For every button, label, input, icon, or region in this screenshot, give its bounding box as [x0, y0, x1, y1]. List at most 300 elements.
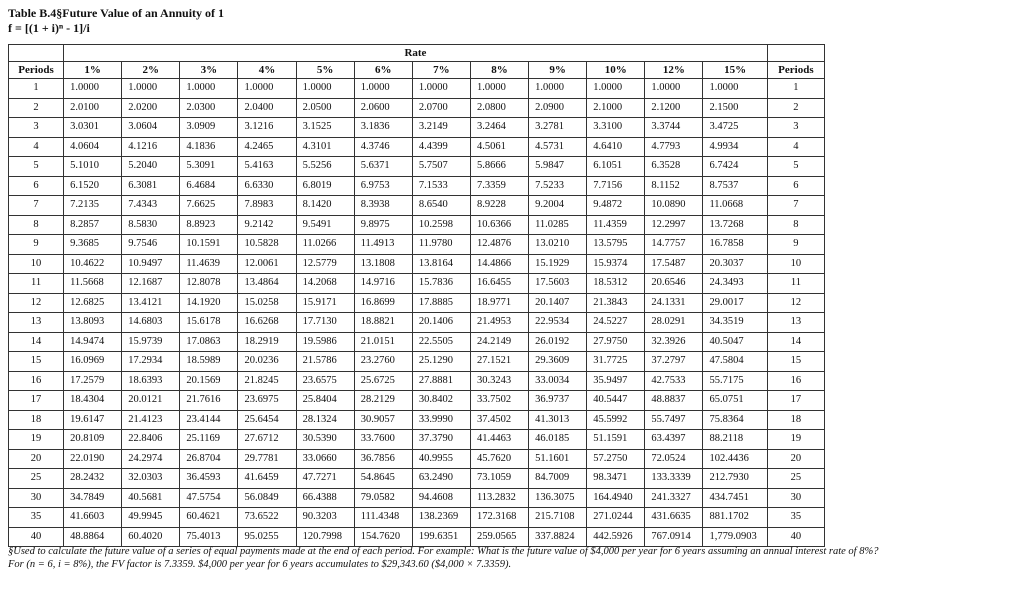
value-cell: 164.4940 [587, 488, 645, 508]
value-cell: 27.9750 [587, 332, 645, 352]
table-row [9, 469, 825, 489]
rate-header: Rate [64, 45, 768, 62]
value-cell: 41.4463 [470, 430, 528, 450]
value-cell: 45.7620 [470, 449, 528, 469]
value-cell: 5.6371 [354, 157, 412, 177]
value-cell: 215.7108 [529, 508, 587, 528]
value-cell: 55.7175 [703, 371, 767, 391]
value-cell: 3.3100 [587, 118, 645, 138]
value-cell: 84.7009 [529, 469, 587, 489]
value-cell: 442.5926 [587, 527, 645, 547]
value-cell: 3.0301 [64, 118, 122, 138]
table-row [9, 313, 825, 333]
value-cell: 12.6825 [64, 293, 122, 313]
value-cell: 28.2129 [354, 391, 412, 411]
period-cell-right: 8 [767, 215, 824, 235]
value-cell: 17.0863 [180, 332, 238, 352]
rate-column-header: 5% [296, 62, 354, 79]
value-cell: 7.2135 [64, 196, 122, 216]
value-cell: 2.0300 [180, 98, 238, 118]
value-cell: 48.8864 [64, 527, 122, 547]
value-cell: 20.6546 [645, 274, 703, 294]
value-cell: 1.0000 [412, 79, 470, 99]
value-cell: 13.0210 [529, 235, 587, 255]
table-row [9, 176, 825, 196]
period-cell: 5 [9, 157, 64, 177]
table-row [9, 79, 825, 99]
value-cell: 25.1169 [180, 430, 238, 450]
value-cell: 20.1569 [180, 371, 238, 391]
value-cell: 33.9990 [412, 410, 470, 430]
value-cell: 41.3013 [529, 410, 587, 430]
value-cell: 2.0500 [296, 98, 354, 118]
value-cell: 7.8983 [238, 196, 296, 216]
value-cell: 25.1290 [412, 352, 470, 372]
period-cell-right: 15 [767, 352, 824, 372]
value-cell: 14.7757 [645, 235, 703, 255]
value-cell: 33.0034 [529, 371, 587, 391]
value-cell: 1.0000 [296, 79, 354, 99]
value-cell: 1.0000 [64, 79, 122, 99]
value-cell: 72.0524 [645, 449, 703, 469]
value-cell: 6.3528 [645, 157, 703, 177]
value-cell: 10.0890 [645, 196, 703, 216]
value-cell: 7.3359 [470, 176, 528, 196]
value-cell: 6.4684 [180, 176, 238, 196]
value-cell: 138.2369 [412, 508, 470, 528]
period-cell-right: 1 [767, 79, 824, 99]
period-cell-right: 40 [767, 527, 824, 547]
table-row [9, 235, 825, 255]
value-cell: 4.5731 [529, 137, 587, 157]
period-cell: 17 [9, 391, 64, 411]
value-cell: 6.1051 [587, 157, 645, 177]
value-cell: 9.5491 [296, 215, 354, 235]
value-cell: 7.5233 [529, 176, 587, 196]
value-cell: 40.9955 [412, 449, 470, 469]
value-cell: 1.0000 [238, 79, 296, 99]
value-cell: 9.7546 [122, 235, 180, 255]
period-cell: 6 [9, 176, 64, 196]
value-cell: 13.4864 [238, 274, 296, 294]
value-cell: 24.2149 [470, 332, 528, 352]
value-cell: 102.4436 [703, 449, 767, 469]
value-cell: 94.4608 [412, 488, 470, 508]
value-cell: 4.4399 [412, 137, 470, 157]
value-cell: 23.2760 [354, 352, 412, 372]
value-cell: 20.1407 [529, 293, 587, 313]
value-cell: 8.1152 [645, 176, 703, 196]
value-cell: 15.9374 [587, 254, 645, 274]
value-cell: 90.3203 [296, 508, 354, 528]
value-cell: 14.2068 [296, 274, 354, 294]
value-cell: 18.5312 [587, 274, 645, 294]
value-cell: 28.1324 [296, 410, 354, 430]
value-cell: 5.1010 [64, 157, 122, 177]
period-cell-right: 5 [767, 157, 824, 177]
value-cell: 6.7424 [703, 157, 767, 177]
rate-column-header: 1% [64, 62, 122, 79]
period-cell: 3 [9, 118, 64, 138]
rate-column-header: 6% [354, 62, 412, 79]
formula: f = [(1 + i)ⁿ - 1]/i [8, 21, 90, 35]
value-cell: 56.0849 [238, 488, 296, 508]
value-cell: 21.3843 [587, 293, 645, 313]
value-cell: 1.0000 [703, 79, 767, 99]
value-cell: 15.1929 [529, 254, 587, 274]
value-cell: 2.0600 [354, 98, 412, 118]
value-cell: 199.6351 [412, 527, 470, 547]
value-cell: 4.7793 [645, 137, 703, 157]
value-cell: 42.7533 [645, 371, 703, 391]
value-cell: 10.6366 [470, 215, 528, 235]
value-cell: 11.0668 [703, 196, 767, 216]
value-cell: 6.6330 [238, 176, 296, 196]
value-cell: 45.5992 [587, 410, 645, 430]
value-cell: 10.5828 [238, 235, 296, 255]
value-cell: 25.6454 [238, 410, 296, 430]
period-cell: 25 [9, 469, 64, 489]
value-cell: 6.8019 [296, 176, 354, 196]
value-cell: 22.0190 [64, 449, 122, 469]
value-cell: 1.0000 [645, 79, 703, 99]
value-cell: 767.0914 [645, 527, 703, 547]
period-cell: 30 [9, 488, 64, 508]
value-cell: 15.7836 [412, 274, 470, 294]
value-cell: 47.5754 [180, 488, 238, 508]
value-cell: 60.4621 [180, 508, 238, 528]
value-cell: 4.3101 [296, 137, 354, 157]
value-cell: 63.2490 [412, 469, 470, 489]
value-cell: 18.5989 [180, 352, 238, 372]
value-cell: 12.0061 [238, 254, 296, 274]
table-row [9, 527, 825, 547]
value-cell: 23.6575 [296, 371, 354, 391]
period-cell: 12 [9, 293, 64, 313]
value-cell: 271.0244 [587, 508, 645, 528]
value-cell: 17.7130 [296, 313, 354, 333]
value-cell: 12.2997 [645, 215, 703, 235]
period-cell: 15 [9, 352, 64, 372]
value-cell: 2.1200 [645, 98, 703, 118]
value-cell: 24.2974 [122, 449, 180, 469]
period-cell: 18 [9, 410, 64, 430]
rate-column-header: 9% [529, 62, 587, 79]
value-cell: 7.6625 [180, 196, 238, 216]
value-cell: 95.0255 [238, 527, 296, 547]
period-cell-right: 35 [767, 508, 824, 528]
value-cell: 35.9497 [587, 371, 645, 391]
value-cell: 5.7507 [412, 157, 470, 177]
value-cell: 9.8975 [354, 215, 412, 235]
value-cell: 40.5047 [703, 332, 767, 352]
value-cell: 32.0303 [122, 469, 180, 489]
period-cell-right: 7 [767, 196, 824, 216]
value-cell: 11.4359 [587, 215, 645, 235]
period-cell: 8 [9, 215, 64, 235]
value-cell: 10.4622 [64, 254, 122, 274]
value-cell: 27.6712 [238, 430, 296, 450]
table-row [9, 274, 825, 294]
value-cell: 15.0258 [238, 293, 296, 313]
value-cell: 26.0192 [529, 332, 587, 352]
value-cell: 8.6540 [412, 196, 470, 216]
value-cell: 2.1000 [587, 98, 645, 118]
value-cell: 14.6803 [122, 313, 180, 333]
value-cell: 14.9716 [354, 274, 412, 294]
value-cell: 13.8164 [412, 254, 470, 274]
table-row [9, 430, 825, 450]
value-cell: 36.4593 [180, 469, 238, 489]
value-cell: 9.3685 [64, 235, 122, 255]
value-cell: 881.1702 [703, 508, 767, 528]
value-cell: 13.5795 [587, 235, 645, 255]
table-row [9, 254, 825, 274]
value-cell: 1.0000 [587, 79, 645, 99]
value-cell: 14.9474 [64, 332, 122, 352]
period-cell: 11 [9, 274, 64, 294]
value-cell: 6.9753 [354, 176, 412, 196]
value-cell: 7.1533 [412, 176, 470, 196]
table-body [9, 79, 825, 547]
period-cell-right: 12 [767, 293, 824, 313]
value-cell: 79.0582 [354, 488, 412, 508]
value-cell: 111.4348 [354, 508, 412, 528]
value-cell: 8.8923 [180, 215, 238, 235]
value-cell: 65.0751 [703, 391, 767, 411]
value-cell: 259.0565 [470, 527, 528, 547]
value-cell: 21.7616 [180, 391, 238, 411]
period-cell-right: 13 [767, 313, 824, 333]
value-cell: 16.7858 [703, 235, 767, 255]
value-cell: 8.3938 [354, 196, 412, 216]
value-cell: 24.5227 [587, 313, 645, 333]
value-cell: 28.0291 [645, 313, 703, 333]
value-cell: 20.0236 [238, 352, 296, 372]
value-cell: 8.1420 [296, 196, 354, 216]
value-cell: 2.0200 [122, 98, 180, 118]
value-cell: 431.6635 [645, 508, 703, 528]
value-cell: 27.8881 [412, 371, 470, 391]
table-row [9, 410, 825, 430]
value-cell: 63.4397 [645, 430, 703, 450]
value-cell: 11.9780 [412, 235, 470, 255]
value-cell: 18.4304 [64, 391, 122, 411]
value-cell: 3.0909 [180, 118, 238, 138]
value-cell: 3.2781 [529, 118, 587, 138]
value-cell: 40.5447 [587, 391, 645, 411]
value-cell: 212.7930 [703, 469, 767, 489]
value-cell: 31.7725 [587, 352, 645, 372]
value-cell: 434.7451 [703, 488, 767, 508]
value-cell: 15.6178 [180, 313, 238, 333]
value-cell: 21.8245 [238, 371, 296, 391]
value-cell: 11.4639 [180, 254, 238, 274]
value-cell: 16.0969 [64, 352, 122, 372]
value-cell: 41.6459 [238, 469, 296, 489]
value-cell: 8.2857 [64, 215, 122, 235]
table-row [9, 449, 825, 469]
header-spacer-right [767, 45, 824, 62]
value-cell: 55.7497 [645, 410, 703, 430]
period-cell: 19 [9, 430, 64, 450]
value-cell: 9.2004 [529, 196, 587, 216]
value-cell: 3.4725 [703, 118, 767, 138]
value-cell: 15.9739 [122, 332, 180, 352]
value-cell: 4.9934 [703, 137, 767, 157]
table-row [9, 215, 825, 235]
rate-column-header: 7% [412, 62, 470, 79]
value-cell: 2.0400 [238, 98, 296, 118]
value-cell: 36.7856 [354, 449, 412, 469]
value-cell: 241.3327 [645, 488, 703, 508]
value-cell: 3.3744 [645, 118, 703, 138]
value-cell: 2.0100 [64, 98, 122, 118]
value-cell: 47.5804 [703, 352, 767, 372]
value-cell: 16.8699 [354, 293, 412, 313]
value-cell: 75.4013 [180, 527, 238, 547]
value-cell: 1.0000 [470, 79, 528, 99]
annuity-table [8, 44, 825, 547]
value-cell: 133.3339 [645, 469, 703, 489]
value-cell: 17.2579 [64, 371, 122, 391]
value-cell: 26.8704 [180, 449, 238, 469]
value-cell: 13.7268 [703, 215, 767, 235]
value-cell: 2.0800 [470, 98, 528, 118]
rate-column-header: 4% [238, 62, 296, 79]
value-cell: 13.1808 [354, 254, 412, 274]
value-cell: 4.6410 [587, 137, 645, 157]
period-cell: 14 [9, 332, 64, 352]
value-cell: 19.5986 [296, 332, 354, 352]
period-cell-right: 14 [767, 332, 824, 352]
value-cell: 17.8885 [412, 293, 470, 313]
footnote-line-2: For (n = 6, i = 8%), the FV factor is 7.3359. $4,000 per year for 6 years accumulates to $29,343.60 ($4,000 × 7.3359). [8, 559, 512, 570]
value-cell: 5.9847 [529, 157, 587, 177]
value-cell: 1.0000 [354, 79, 412, 99]
value-cell: 98.3471 [587, 469, 645, 489]
value-cell: 7.7156 [587, 176, 645, 196]
value-cell: 40.5681 [122, 488, 180, 508]
period-cell: 13 [9, 313, 64, 333]
value-cell: 29.7781 [238, 449, 296, 469]
period-cell-right: 18 [767, 410, 824, 430]
value-cell: 18.8821 [354, 313, 412, 333]
table-row [9, 196, 825, 216]
table-row [9, 98, 825, 118]
value-cell: 113.2832 [470, 488, 528, 508]
value-cell: 24.1331 [645, 293, 703, 313]
value-cell: 18.6393 [122, 371, 180, 391]
value-cell: 4.0604 [64, 137, 122, 157]
table-row [9, 118, 825, 138]
value-cell: 4.3746 [354, 137, 412, 157]
period-cell-right: 16 [767, 371, 824, 391]
table-row [9, 391, 825, 411]
value-cell: 66.4388 [296, 488, 354, 508]
value-cell: 8.9228 [470, 196, 528, 216]
period-cell-right: 25 [767, 469, 824, 489]
period-cell: 10 [9, 254, 64, 274]
value-cell: 54.8645 [354, 469, 412, 489]
value-cell: 3.2149 [412, 118, 470, 138]
value-cell: 172.3168 [470, 508, 528, 528]
value-cell: 34.3519 [703, 313, 767, 333]
value-cell: 18.9771 [470, 293, 528, 313]
period-cell-right: 10 [767, 254, 824, 274]
value-cell: 5.2040 [122, 157, 180, 177]
value-cell: 21.5786 [296, 352, 354, 372]
value-cell: 3.0604 [122, 118, 180, 138]
value-cell: 1,779.0903 [703, 527, 767, 547]
value-cell: 33.7600 [354, 430, 412, 450]
value-cell: 51.1591 [587, 430, 645, 450]
value-cell: 21.4123 [122, 410, 180, 430]
value-cell: 16.6455 [470, 274, 528, 294]
value-cell: 4.1216 [122, 137, 180, 157]
value-cell: 12.8078 [180, 274, 238, 294]
value-cell: 30.8402 [412, 391, 470, 411]
rate-column-header: 10% [587, 62, 645, 79]
value-cell: 1.0000 [180, 79, 238, 99]
period-cell-right: 3 [767, 118, 824, 138]
value-cell: 8.7537 [703, 176, 767, 196]
table-row [9, 137, 825, 157]
column-headers [9, 62, 825, 79]
value-cell: 73.1059 [470, 469, 528, 489]
value-cell: 19.6147 [64, 410, 122, 430]
value-cell: 34.7849 [64, 488, 122, 508]
footnote [8, 545, 1018, 571]
value-cell: 17.5487 [645, 254, 703, 274]
table-title: Table B.4§Future Value of an Annuity of 1 [8, 6, 225, 20]
value-cell: 5.3091 [180, 157, 238, 177]
value-cell: 17.2934 [122, 352, 180, 372]
value-cell: 57.2750 [587, 449, 645, 469]
table-row [9, 332, 825, 352]
value-cell: 10.1591 [180, 235, 238, 255]
value-cell: 9.2142 [238, 215, 296, 235]
value-cell: 17.5603 [529, 274, 587, 294]
value-cell: 33.7502 [470, 391, 528, 411]
period-cell-right: 6 [767, 176, 824, 196]
value-cell: 25.6725 [354, 371, 412, 391]
value-cell: 23.6975 [238, 391, 296, 411]
value-cell: 7.4343 [122, 196, 180, 216]
period-cell-right: 9 [767, 235, 824, 255]
value-cell: 15.9171 [296, 293, 354, 313]
value-cell: 154.7620 [354, 527, 412, 547]
value-cell: 32.3926 [645, 332, 703, 352]
value-cell: 11.4913 [354, 235, 412, 255]
value-cell: 22.8406 [122, 430, 180, 450]
value-cell: 60.4020 [122, 527, 180, 547]
period-cell: 20 [9, 449, 64, 469]
value-cell: 37.4502 [470, 410, 528, 430]
value-cell: 9.4872 [587, 196, 645, 216]
value-cell: 10.9497 [122, 254, 180, 274]
value-cell: 20.8109 [64, 430, 122, 450]
value-cell: 23.4144 [180, 410, 238, 430]
rate-column-header: 3% [180, 62, 238, 79]
table-row [9, 508, 825, 528]
value-cell: 4.5061 [470, 137, 528, 157]
period-cell: 7 [9, 196, 64, 216]
value-cell: 6.1520 [64, 176, 122, 196]
periods-header-left: Periods [9, 62, 64, 79]
value-cell: 36.9737 [529, 391, 587, 411]
period-cell-right: 20 [767, 449, 824, 469]
